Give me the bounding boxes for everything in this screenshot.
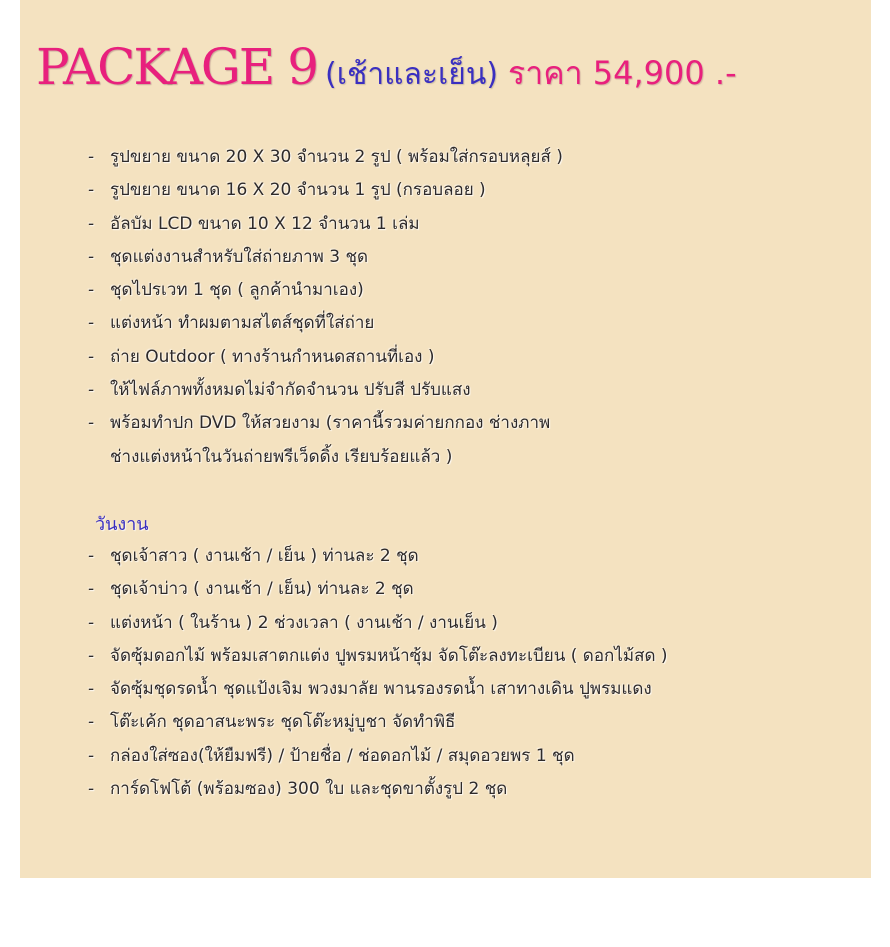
list-item bbox=[88, 573, 668, 606]
bullet-dash: - bbox=[88, 380, 95, 401]
list-item-text: ชุดเจ้าสาว ( งานเช้า / เย็น ) ท่านละ 2 ชุด bbox=[110, 546, 419, 566]
wedding-day-heading: วันงาน bbox=[95, 514, 149, 535]
bullet-dash: - bbox=[88, 346, 95, 367]
list-item-text: ชุดแต่งงานสำหรับใส่ถ่ายภาพ 3 ชุด bbox=[110, 246, 369, 267]
list-item-text: แต่งหน้า ทำผมตามสไตส์ชุดที่ใส่ถ่าย bbox=[110, 313, 375, 334]
bullet-dash: - bbox=[88, 413, 95, 434]
bullet-dash: - bbox=[88, 280, 95, 301]
list-item bbox=[88, 740, 668, 773]
list-item-text: กล่องใส่ซอง(ให้ยืมฟรี) / ป้ายชื่อ / ช่อดอกไม้ / สมุดอวยพร 1 ชุด bbox=[110, 745, 575, 766]
list-item bbox=[88, 141, 563, 174]
bullet-dash: - bbox=[88, 612, 95, 633]
list-item bbox=[88, 174, 563, 207]
list-item bbox=[88, 706, 668, 739]
list-item-text: ถ่าย Outdoor ( ทางร้านกำหนดสถานที่เอง ) bbox=[110, 346, 435, 367]
bullet-dash: - bbox=[88, 313, 95, 334]
list-item-text: จัดซุ้มชุดรดน้ำ ชุดแป้งเจิม พวงมาลัย พานรองรดน้ำ เสาทางเดิน ปูพรมแดง bbox=[110, 679, 652, 700]
bullet-dash: - bbox=[88, 147, 95, 167]
list-item bbox=[88, 540, 668, 573]
list-item-text: รูปขยาย ขนาด 16 X 20 จำนวน 1 รูป (กรอบลอย ) bbox=[110, 180, 486, 201]
list-item bbox=[88, 341, 563, 374]
package-title bbox=[36, 38, 876, 108]
bullet-dash: - bbox=[88, 579, 95, 600]
wedding-day-items-list bbox=[88, 540, 668, 806]
list-item bbox=[88, 640, 668, 673]
list-item bbox=[88, 374, 563, 407]
package-price: ราคา 54,900 .- bbox=[508, 54, 737, 92]
list-item-text: ให้ไฟล์ภาพทั้งหมดไม่จำกัดจำนวน ปรับสี ปรับแสง bbox=[110, 380, 471, 401]
bullet-dash: - bbox=[88, 745, 95, 766]
list-item bbox=[88, 407, 563, 440]
list-item-text: ชุดไปรเวท 1 ชุด ( ลูกค้านำมาเอง) bbox=[110, 280, 364, 301]
list-item-continuation: ช่างแต่งหน้าในวันถ่ายพรีเว็ดดิ้ง เรียบร้อยแล้ว ) bbox=[110, 446, 453, 467]
list-item-text: ชุดเจ้าบ่าว ( งานเช้า / เย็น) ท่านละ 2 ชุด bbox=[110, 579, 414, 600]
bullet-dash: - bbox=[88, 779, 95, 800]
bullet-dash: - bbox=[88, 213, 95, 234]
list-item-text: อัลบัม LCD ขนาด 10 X 12 จำนวน 1 เล่ม bbox=[110, 213, 420, 234]
bullet-dash: - bbox=[88, 246, 95, 267]
list-item-text: จัดซุ้มดอกไม้ พร้อมเสาตกแต่ง ปูพรมหน้าซุ้ม จัดโต๊ะลงทะเบียน ( ดอกไม้สด ) bbox=[110, 645, 668, 666]
list-item-text: แต่งหน้า ( ในร้าน ) 2 ช่วงเวลา ( งานเช้า / งานเย็น ) bbox=[110, 612, 498, 633]
bullet-dash: - bbox=[88, 180, 95, 201]
bullet-dash: - bbox=[88, 679, 95, 700]
list-item bbox=[88, 607, 668, 640]
list-item bbox=[88, 274, 563, 307]
package-items-list bbox=[88, 141, 563, 474]
list-item bbox=[88, 307, 563, 340]
list-item-text: รูปขยาย ขนาด 20 X 30 จำนวน 2 รูป ( พร้อมใส่กรอบหลุยส์ ) bbox=[110, 147, 563, 167]
bullet-dash: - bbox=[88, 712, 95, 733]
list-item bbox=[88, 773, 668, 806]
list-item-text: โต๊ะเค้ก ชุดอาสนะพระ ชุดโต๊ะหมู่บูชา จัดทำพิธี bbox=[110, 712, 456, 733]
list-item bbox=[88, 241, 563, 274]
list-item-text: พร้อมทำปก DVD ให้สวยงาม (ราคานี้รวมค่ายกกอง ช่างภาพ bbox=[110, 413, 551, 434]
bullet-dash: - bbox=[88, 546, 95, 566]
bullet-dash: - bbox=[88, 645, 95, 666]
package-name: PACKAGE 9 bbox=[36, 38, 317, 96]
package-time-subtitle: (เช้าและเย็น) bbox=[325, 57, 499, 92]
list-item bbox=[88, 673, 668, 706]
list-item-text: การ์ดโฟโต้ (พร้อมซอง) 300 ใบ และชุดขาตั้งรูป 2 ชุด bbox=[110, 779, 508, 800]
list-item bbox=[88, 208, 563, 241]
